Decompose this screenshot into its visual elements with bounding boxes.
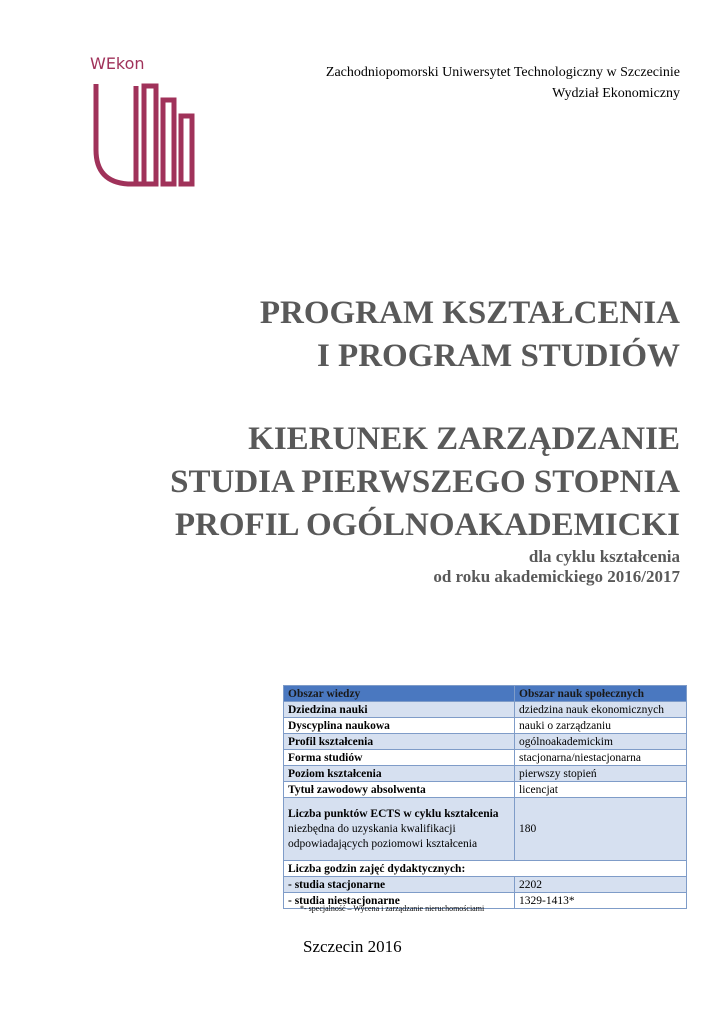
table-cell: 1329-1413*: [515, 893, 687, 909]
title-line-2: I PROGRAM STUDIÓW: [316, 338, 680, 374]
table-cell: Poziom kształcenia: [284, 766, 515, 782]
table-cell: - studia niestacjonarne: [284, 893, 515, 909]
ects-label-bold: Liczba punktów ECTS w cyklu kształcenia: [288, 807, 499, 820]
subtitle-line-2: od roku akademickiego 2016/2017: [433, 567, 680, 586]
table-cell: 2202: [515, 877, 687, 893]
table-cell: nauki o zarządzaniu: [515, 718, 687, 734]
faculty-name: Wydział Ekonomiczny: [552, 86, 680, 101]
table-cell: Obszar wiedzy: [284, 686, 515, 702]
table-cell: 180: [515, 798, 687, 861]
logo-text: WEkon: [90, 54, 145, 73]
table-row: [284, 750, 687, 766]
program-info-table: [283, 685, 687, 909]
table-cell: Dyscyplina naukowa: [284, 718, 515, 734]
table-cell: stacjonarna/niestacjonarna: [515, 750, 687, 766]
table-cell: - studia stacjonarne: [284, 877, 515, 893]
table-row: [284, 718, 687, 734]
title-line-3: KIERUNEK ZARZĄDZANIE: [248, 421, 680, 457]
table-row: [284, 782, 687, 798]
table-header-row: [284, 686, 687, 702]
wekon-logo: [88, 54, 198, 190]
table-cell: Liczba godzin zajęć dydaktycznych:: [284, 861, 687, 877]
logo-mark-icon: [88, 80, 198, 190]
university-name: Zachodniopomorski Uniwersytet Technologiczny w Szczecinie: [325, 65, 680, 80]
table-row: [284, 702, 687, 718]
university-header: [326, 62, 680, 104]
table-cell: [284, 798, 515, 861]
document-title: [170, 292, 680, 587]
place-date: Szczecin 2016: [303, 937, 402, 956]
table-cell: dziedzina nauk ekonomicznych: [515, 702, 687, 718]
table-cell: Profil kształcenia: [284, 734, 515, 750]
title-line-4: STUDIA PIERWSZEGO STOPNIA: [170, 464, 680, 500]
table-cell: licencjat: [515, 782, 687, 798]
subtitle-line-1: dla cyklu kształcenia: [528, 547, 680, 566]
table-row: [284, 877, 687, 893]
table-row-ects: [284, 798, 687, 861]
table-cell: Forma studiów: [284, 750, 515, 766]
title-line-1: PROGRAM KSZTAŁCENIA: [259, 295, 680, 331]
table-cell: pierwszy stopień: [515, 766, 687, 782]
table-cell: Tytuł zawodowy absolwenta: [284, 782, 515, 798]
title-line-5: PROFIL OGÓLNOAKADEMICKI: [174, 507, 680, 543]
table-row: [284, 766, 687, 782]
table-row: [284, 861, 687, 877]
table-row: [284, 734, 687, 750]
table-cell: ogólnoakademickim: [515, 734, 687, 750]
ects-label-rest: niezbędna do uzyskania kwalifikacji odpowiadających poziomowi kształcenia: [288, 822, 478, 850]
table-cell: Dziedzina nauki: [284, 702, 515, 718]
table-cell: Obszar nauk społecznych: [515, 686, 687, 702]
footnote: *- specjalność – Wycena i zarządzanie nieruchomościami: [300, 904, 485, 913]
